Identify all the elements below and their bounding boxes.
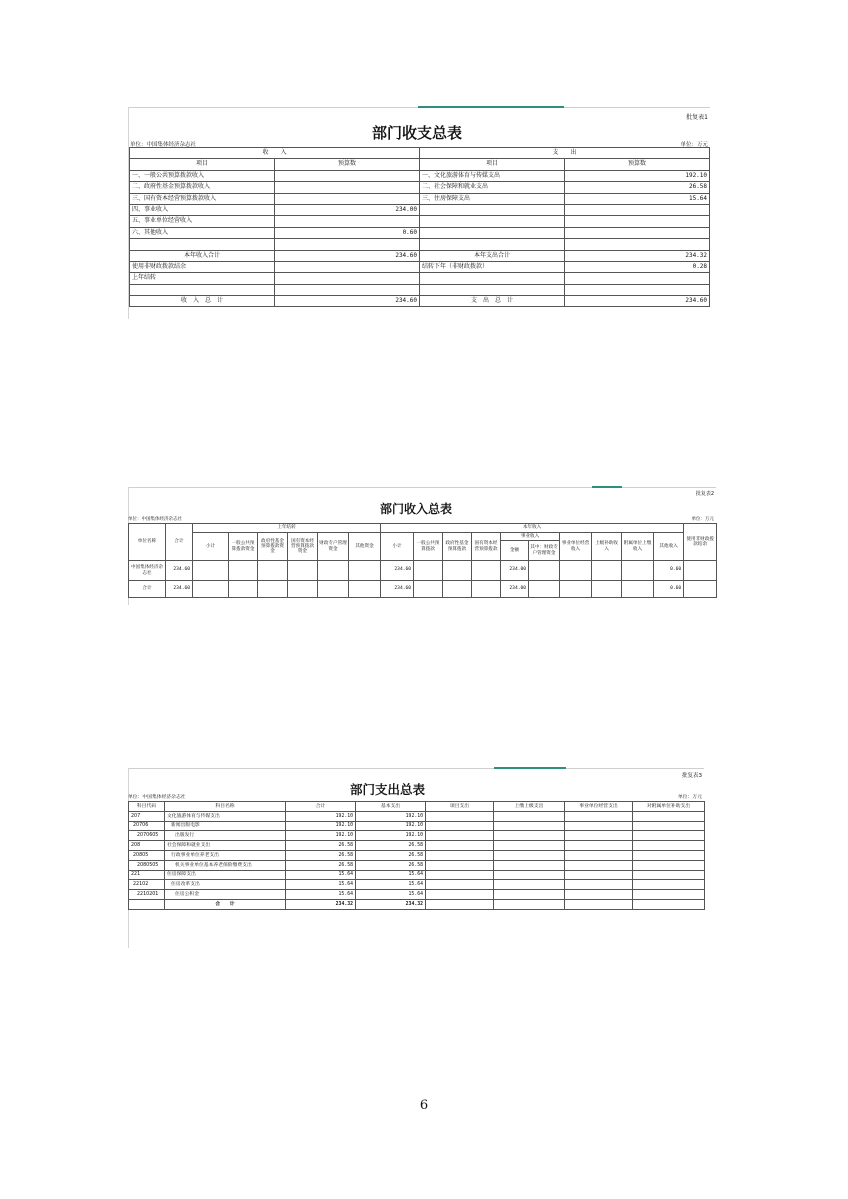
table-header-row <box>129 533 717 541</box>
empty-cell <box>529 561 560 581</box>
subject-name: 社会保障和就业支出 <box>165 841 286 851</box>
header-code: 科目代码 <box>129 802 165 812</box>
income-summary-table <box>128 523 717 598</box>
row-basic: 234.32 <box>356 899 426 909</box>
subject-code: 22102 <box>129 880 165 890</box>
subject-code: 221 <box>129 870 165 880</box>
row-total: 192.10 <box>286 821 356 831</box>
income-item: 三、国有资本经营预算拨款收入 <box>130 193 275 204</box>
expense-subtotal-value: 234.32 <box>565 250 710 261</box>
subject-code: 20706 <box>129 821 165 831</box>
row-total: 15.64 <box>286 870 356 880</box>
empty-cell <box>622 561 654 581</box>
expense-summary-table <box>128 801 705 910</box>
expense-item <box>420 216 565 227</box>
empty-cell <box>565 850 633 860</box>
income-value <box>275 182 420 193</box>
row-total: 26.58 <box>286 841 356 851</box>
sheet-tag: 批复表1 <box>686 114 708 121</box>
header-this-year: 本年收入 <box>381 524 684 533</box>
header-gov-fund: 政府性基金预算拨款资金 <box>258 533 288 561</box>
unit-right: 单位：万元 <box>691 517 714 522</box>
table-row <box>130 261 710 272</box>
empty-cell <box>560 561 592 581</box>
empty-cell <box>592 581 622 598</box>
page-title: 部门收支总表 <box>372 124 463 142</box>
empty-cell <box>494 899 565 909</box>
subject-name: 行政事业单位养老支出 <box>165 850 286 860</box>
empty-cell <box>565 860 633 870</box>
unit-left: 单位：中国集体经济杂志社 <box>130 142 197 148</box>
empty-cell <box>633 841 705 851</box>
table-row <box>130 216 710 227</box>
empty-cell <box>494 860 565 870</box>
table-row <box>129 831 705 841</box>
sheet-top-border <box>128 487 716 488</box>
unit-left: 单位：中国集体经济杂志社 <box>128 517 182 522</box>
expense-value: 15.64 <box>565 193 710 204</box>
header-subsidiary: 附属单位上缴收入 <box>622 533 654 561</box>
expense-item <box>420 227 565 238</box>
empty-cell <box>472 561 501 581</box>
table-header-row <box>130 148 710 159</box>
page-title: 部门收入总表 <box>380 502 453 516</box>
expense-item: 一、文化旅游体育与传媒支出 <box>420 170 565 181</box>
empty-cell <box>494 890 565 900</box>
empty-cell <box>229 561 258 581</box>
subtotal-row <box>130 250 710 261</box>
empty-cell <box>420 273 565 284</box>
income-item: 六、其他收入 <box>130 227 275 238</box>
income-item: 一、一般公共预算拨款收入 <box>130 170 275 181</box>
row-total: 15.64 <box>286 890 356 900</box>
row-total: 26.58 <box>286 850 356 860</box>
table-row <box>129 860 705 870</box>
sheet-budget-summary <box>128 107 710 319</box>
subject-code: 207 <box>129 811 165 821</box>
income-subtotal-label: 本年收入合计 <box>130 250 275 261</box>
empty-cell <box>565 273 710 284</box>
empty-cell <box>275 284 420 295</box>
empty-cell <box>560 581 592 598</box>
row-total: 234.32 <box>286 899 356 909</box>
empty-cell <box>349 561 381 581</box>
empty-cell <box>633 870 705 880</box>
table-row <box>129 880 705 890</box>
table-row <box>129 890 705 900</box>
table-row <box>130 170 710 181</box>
empty-cell <box>318 561 349 581</box>
sheet-accent-bar <box>494 767 566 769</box>
sheet-tag: 批复表2 <box>695 491 714 497</box>
header-project: 项目支出 <box>426 802 494 812</box>
header-gov-fund: 政府性基金预算拨款 <box>443 533 472 561</box>
expense-value: 192.10 <box>565 170 710 181</box>
table-row <box>129 841 705 851</box>
empty-cell <box>414 561 443 581</box>
empty-cell <box>443 581 472 598</box>
empty-cell <box>633 850 705 860</box>
empty-cell <box>258 561 288 581</box>
empty-cell <box>565 841 633 851</box>
empty-cell <box>193 581 229 598</box>
subject-name: 住房改革支出 <box>165 880 286 890</box>
subject-name: 住房保障支出 <box>165 870 286 880</box>
income-value <box>275 193 420 204</box>
header-subtotal: 小计 <box>193 533 229 561</box>
row-basic: 26.58 <box>356 841 426 851</box>
header-item: 项目 <box>420 159 565 170</box>
income-value <box>275 239 420 250</box>
subject-name: 新闻出版电影 <box>165 821 286 831</box>
empty-cell <box>633 811 705 821</box>
expense-item: 二、社会保障和就业支出 <box>420 182 565 193</box>
empty-cell <box>288 561 318 581</box>
empty-cell <box>565 890 633 900</box>
budget-summary-table <box>129 147 710 307</box>
empty-cell <box>633 860 705 870</box>
header-upper: 上级补助收入 <box>592 533 622 561</box>
header-expense: 支 出 <box>420 148 710 159</box>
row-basic: 192.10 <box>356 831 426 841</box>
header-fin-special: 其中：财政专户管理资金 <box>529 541 560 561</box>
row-other-income: 0.60 <box>654 581 684 598</box>
empty-cell <box>633 831 705 841</box>
row-basic: 192.10 <box>356 811 426 821</box>
header-operating: 事业单位经营收入 <box>560 533 592 561</box>
empty-cell <box>426 860 494 870</box>
expense-value <box>565 227 710 238</box>
row-amount: 234.00 <box>501 561 529 581</box>
header-upper: 上缴上级支出 <box>494 802 565 812</box>
empty-cell <box>565 811 633 821</box>
empty-cell <box>494 880 565 890</box>
income-item: 二、政府性基金预算拨款收入 <box>130 182 275 193</box>
header-budget: 预算数 <box>275 159 420 170</box>
header-fin-account: 财政专户管理资金 <box>318 533 349 561</box>
empty-cell <box>565 821 633 831</box>
row-basic: 26.58 <box>356 850 426 860</box>
row-total: 234.60 <box>166 581 193 598</box>
page-number: 6 <box>419 1098 429 1113</box>
income-item: 五、事业单位经营收入 <box>130 216 275 227</box>
header-item: 项目 <box>130 159 275 170</box>
header-general: 一般公共预算拨款资金 <box>229 533 258 561</box>
empty-cell <box>494 850 565 860</box>
subject-code: 20805 <box>129 850 165 860</box>
empty-cell <box>193 561 229 581</box>
table-row <box>130 182 710 193</box>
header-general: 一般公共预算拨款 <box>414 533 443 561</box>
empty-cell <box>494 870 565 880</box>
empty-cell <box>426 821 494 831</box>
empty-cell <box>414 581 443 598</box>
unit-name: 合计 <box>129 581 166 598</box>
header-subtotal: 小计 <box>381 533 414 561</box>
income-subtotal-value: 234.60 <box>275 250 420 261</box>
row-total: 26.58 <box>286 860 356 870</box>
header-subsidiary: 对附属单位补助支出 <box>633 802 705 812</box>
sheet-expense-summary <box>128 768 704 948</box>
row-total: 192.10 <box>286 811 356 821</box>
table-header-row <box>130 159 710 170</box>
subject-name: 出版发行 <box>165 831 286 841</box>
expense-total-value: 234.60 <box>565 296 710 307</box>
header-business-income: 事业收入 <box>501 533 560 541</box>
header-name: 科目名称 <box>165 802 286 812</box>
table-header-row <box>129 524 717 533</box>
header-basic: 基本支出 <box>356 802 426 812</box>
row-total: 15.64 <box>286 880 356 890</box>
header-other-fund: 其他资金 <box>349 533 381 561</box>
expense-subtotal-label: 本年支出合计 <box>420 250 565 261</box>
subject-name: 机关事业单位基本养老保险缴费支出 <box>165 860 286 870</box>
subject-code: 2080505 <box>129 860 165 870</box>
expense-total-label: 支 出 总 计 <box>420 296 565 307</box>
header-state-capital: 国有资本经营预算拨款 <box>472 533 501 561</box>
expense-item <box>420 204 565 215</box>
income-item: 四、事业收入 <box>130 204 275 215</box>
unit-right: 单位：万元 <box>680 142 708 148</box>
header-total: 合计 <box>166 524 193 561</box>
income-value <box>275 216 420 227</box>
row-basic: 15.64 <box>356 870 426 880</box>
row-subtotal: 234.60 <box>381 561 414 581</box>
empty-cell <box>565 870 633 880</box>
total-row <box>129 581 717 598</box>
empty-cell <box>129 899 165 909</box>
empty-cell <box>349 581 381 598</box>
empty-cell <box>275 273 420 284</box>
empty-cell <box>633 880 705 890</box>
empty-cell <box>229 581 258 598</box>
empty-cell <box>472 581 501 598</box>
header-use-balance: 使用非财政拨款结余 <box>684 524 717 561</box>
total-row <box>129 899 705 909</box>
row-basic: 15.64 <box>356 880 426 890</box>
header-unit: 单位名称 <box>129 524 166 561</box>
header-carry: 上年结转 <box>193 524 381 533</box>
header-income: 收 入 <box>130 148 420 159</box>
table-row <box>130 227 710 238</box>
expense-item: 三、住房保障支出 <box>420 193 565 204</box>
empty-cell <box>258 581 288 598</box>
empty-cell <box>494 831 565 841</box>
empty-cell <box>426 870 494 880</box>
income-value: 0.60 <box>275 227 420 238</box>
empty-cell <box>443 561 472 581</box>
carry-right-label: 结转下年（非财政拨款） <box>420 261 565 272</box>
table-row <box>129 870 705 880</box>
empty-cell <box>426 811 494 821</box>
table-row <box>129 821 705 831</box>
empty-cell <box>633 890 705 900</box>
unit-right: 单位：万元 <box>678 795 702 800</box>
row-basic: 26.58 <box>356 860 426 870</box>
subject-code: 208 <box>129 841 165 851</box>
header-state-capital: 国有资本经营预算拨款资金 <box>288 533 318 561</box>
subject-name: 文化旅游体育与传媒支出 <box>165 811 286 821</box>
empty-cell <box>494 841 565 851</box>
empty-cell <box>633 821 705 831</box>
row-amount: 234.00 <box>501 581 529 598</box>
empty-cell <box>288 581 318 598</box>
unit-left: 单位：中国集体经济杂志社 <box>128 795 186 800</box>
empty-cell <box>529 581 560 598</box>
empty-cell <box>426 841 494 851</box>
income-total-value: 234.60 <box>275 296 420 307</box>
expense-value: 26.58 <box>565 182 710 193</box>
empty-cell <box>426 890 494 900</box>
row-other-income: 0.60 <box>654 561 684 581</box>
empty-cell <box>565 880 633 890</box>
empty-cell <box>130 284 275 295</box>
empty-cell <box>318 581 349 598</box>
carry-left-label: 使用非财政拨款结余 <box>130 261 275 272</box>
expense-value <box>565 216 710 227</box>
empty-cell <box>565 831 633 841</box>
table-row <box>129 561 717 581</box>
empty-cell <box>420 284 565 295</box>
empty-cell <box>426 880 494 890</box>
unit-name: 中国集体经济杂志社 <box>129 561 166 581</box>
total-label: 合 计 <box>165 899 286 909</box>
table-row <box>130 273 710 284</box>
empty-cell <box>494 821 565 831</box>
expense-value <box>565 239 710 250</box>
income-value <box>275 170 420 181</box>
empty-cell <box>565 899 633 909</box>
table-row <box>130 239 710 250</box>
income-total-label: 收 入 总 计 <box>130 296 275 307</box>
table-row <box>129 811 705 821</box>
sheet-accent-bar <box>418 106 564 108</box>
row-basic: 192.10 <box>356 821 426 831</box>
header-operating: 事业单位经营支出 <box>565 802 633 812</box>
empty-cell <box>275 261 420 272</box>
subject-code: 2070605 <box>129 831 165 841</box>
table-header-row <box>129 802 705 812</box>
empty-cell <box>565 284 710 295</box>
prev-year-label: 上年结转 <box>130 273 275 284</box>
empty-cell <box>633 899 705 909</box>
row-subtotal: 234.60 <box>381 581 414 598</box>
empty-cell <box>684 581 717 598</box>
expense-value <box>565 204 710 215</box>
expense-item <box>420 239 565 250</box>
table-row <box>129 850 705 860</box>
empty-cell <box>592 561 622 581</box>
header-amount: 金额 <box>501 541 529 561</box>
header-total: 合计 <box>286 802 356 812</box>
income-item <box>130 239 275 250</box>
row-total: 234.60 <box>166 561 193 581</box>
table-row <box>130 284 710 295</box>
row-basic: 15.64 <box>356 890 426 900</box>
empty-cell <box>494 811 565 821</box>
empty-cell <box>426 899 494 909</box>
empty-cell <box>426 850 494 860</box>
sheet-income-summary <box>128 487 716 605</box>
carry-right-value: 0.28 <box>565 261 710 272</box>
sheet-tag: 批复表3 <box>682 773 702 779</box>
sheet-top-border <box>128 768 704 769</box>
header-budget: 预算数 <box>565 159 710 170</box>
total-row <box>130 296 710 307</box>
income-value: 234.00 <box>275 204 420 215</box>
header-other-income: 其他收入 <box>654 533 684 561</box>
sheet-accent-bar <box>592 486 622 488</box>
empty-cell <box>684 561 717 581</box>
row-total: 192.10 <box>286 831 356 841</box>
page-title: 部门支出总表 <box>350 782 426 797</box>
empty-cell <box>622 581 654 598</box>
subject-code: 2210201 <box>129 890 165 900</box>
subject-name: 住房公积金 <box>165 890 286 900</box>
empty-cell <box>426 831 494 841</box>
table-row <box>130 204 710 215</box>
table-row <box>130 193 710 204</box>
